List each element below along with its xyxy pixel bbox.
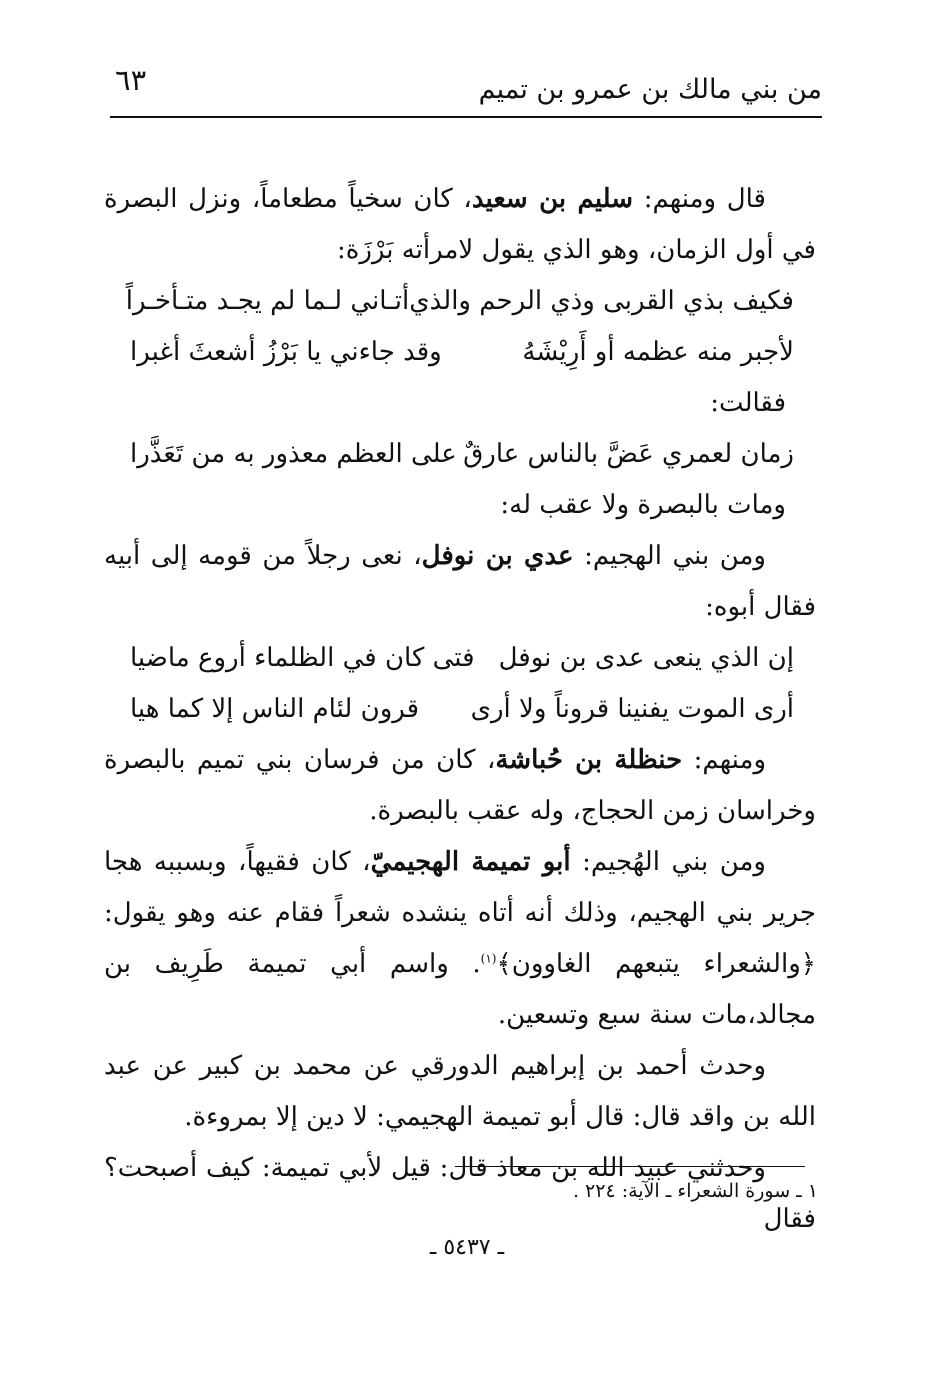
paragraph-saleem xyxy=(104,174,816,276)
footnote-reference: (١) xyxy=(480,951,497,966)
footnote: ١ ـ سورة الشعراء ـ الآية: ٢٢٤ . xyxy=(572,1180,818,1202)
paragraph-hanzala xyxy=(104,735,816,837)
paragraph-abu-tamima xyxy=(104,837,816,1041)
folio-number: ـ ٥٤٣٧ ـ xyxy=(429,1235,505,1260)
paragraph-text: ، كان سخياً مطعاماً، ونزل البصرة في أول الزمان، وهو الذي يقول لامرأته بَرْزَة: xyxy=(104,184,816,265)
paragraph-hadith: وحدث أحمد بن إبراهيم الدورقي عن محمد بن كبير عن عبد الله بن واقد قال: قال أبو تميمة الهجيمي: لا دين إلا بمروءة. xyxy=(104,1051,816,1132)
main-text xyxy=(104,174,816,1245)
paragraph-text: ، كان فقيهاً، وبسببه هجا جرير بني الهجيم، وذلك أنه أتاه ينشده شعراً فقام عنه وهو يقول: ﴿والشعراء يتبعهم الغاوون﴾ xyxy=(104,847,816,979)
verse-line xyxy=(104,633,816,684)
verse-hemistich-second: فتى كان في الظلماء أروع ماضيا xyxy=(130,643,475,673)
verse-line xyxy=(104,327,816,378)
paragraph-text: ومن بني الهجيم: xyxy=(573,541,766,571)
header-rule xyxy=(110,116,822,118)
verse-hemistich-second: أتـاني لـما لم يجـد متـأخـراً xyxy=(125,286,410,316)
paragraph-death-note: ومات بالبصرة ولا عقب له: xyxy=(500,490,786,520)
paragraph-final: وحدثني عبيد الله بن معاذ قال: قيل لأبي تميمة: كيف أصبحت؟ فقال xyxy=(104,1153,816,1234)
verse-hemistich-first: لأجبر منه عظمه أو أَرِيْشَهُ xyxy=(522,337,794,367)
paragraph-text: ، كان من فرسان بني تميم بالبصرة وخراسان زمن الحجاج، وله عقب بالبصرة. xyxy=(104,745,816,826)
person-name: عدي بن نوفل xyxy=(421,541,574,571)
person-name: حنظلة بن حُباشة xyxy=(495,745,683,775)
person-name: أبو تميمة الهجيميّ xyxy=(370,847,571,877)
person-name: سليم بن سعيد xyxy=(471,184,634,214)
verse-line xyxy=(104,684,816,735)
verse-hemistich-first: أرى الموت يفنينا قروناً ولا أرى xyxy=(470,694,794,724)
running-title: من بني مالك بن عمرو بن تميم xyxy=(478,74,822,105)
verse-hemistich-first: إن الذي ينعى عدى بن نوفل xyxy=(498,643,794,673)
folio xyxy=(0,1232,934,1264)
paragraph-text: ، نعى رجلاً من قومه إلى أبيه فقال أبوه: xyxy=(104,541,816,622)
page-number: ٦٣ xyxy=(115,63,147,97)
verse-line xyxy=(104,276,816,327)
paragraph-adi xyxy=(104,531,816,633)
verse-line xyxy=(104,429,816,480)
paragraph-text: . واسم أبي تميمة طَرِيف بن مجالد،مات سنة سبع وتسعين. xyxy=(104,949,816,1030)
paragraph-text: ومن بني الهُجيم: xyxy=(570,847,766,877)
verse-hemistich-second: وقد جاءني يا بَرْزُ أشعثَ أغبرا xyxy=(130,337,442,367)
paragraph-text: ومنهم: xyxy=(682,745,767,775)
verse-hemistich-first: فكيف بذي القربى وذي الرحم والذي xyxy=(409,286,794,316)
verse-hemistich-second: على العظم معذور به من تَعَذَّرا xyxy=(130,439,457,469)
paragraph-text: قال ومنهم: xyxy=(633,184,766,214)
paragraph-faqalat: فقالت: xyxy=(710,388,786,418)
verse-hemistich-second: قرون لئام الناس إلا كما هيا xyxy=(130,694,420,724)
verse-hemistich-first: زمان لعمري عَضَّ بالناس عارقٌ xyxy=(463,439,794,469)
footnote-rule xyxy=(455,1166,805,1167)
